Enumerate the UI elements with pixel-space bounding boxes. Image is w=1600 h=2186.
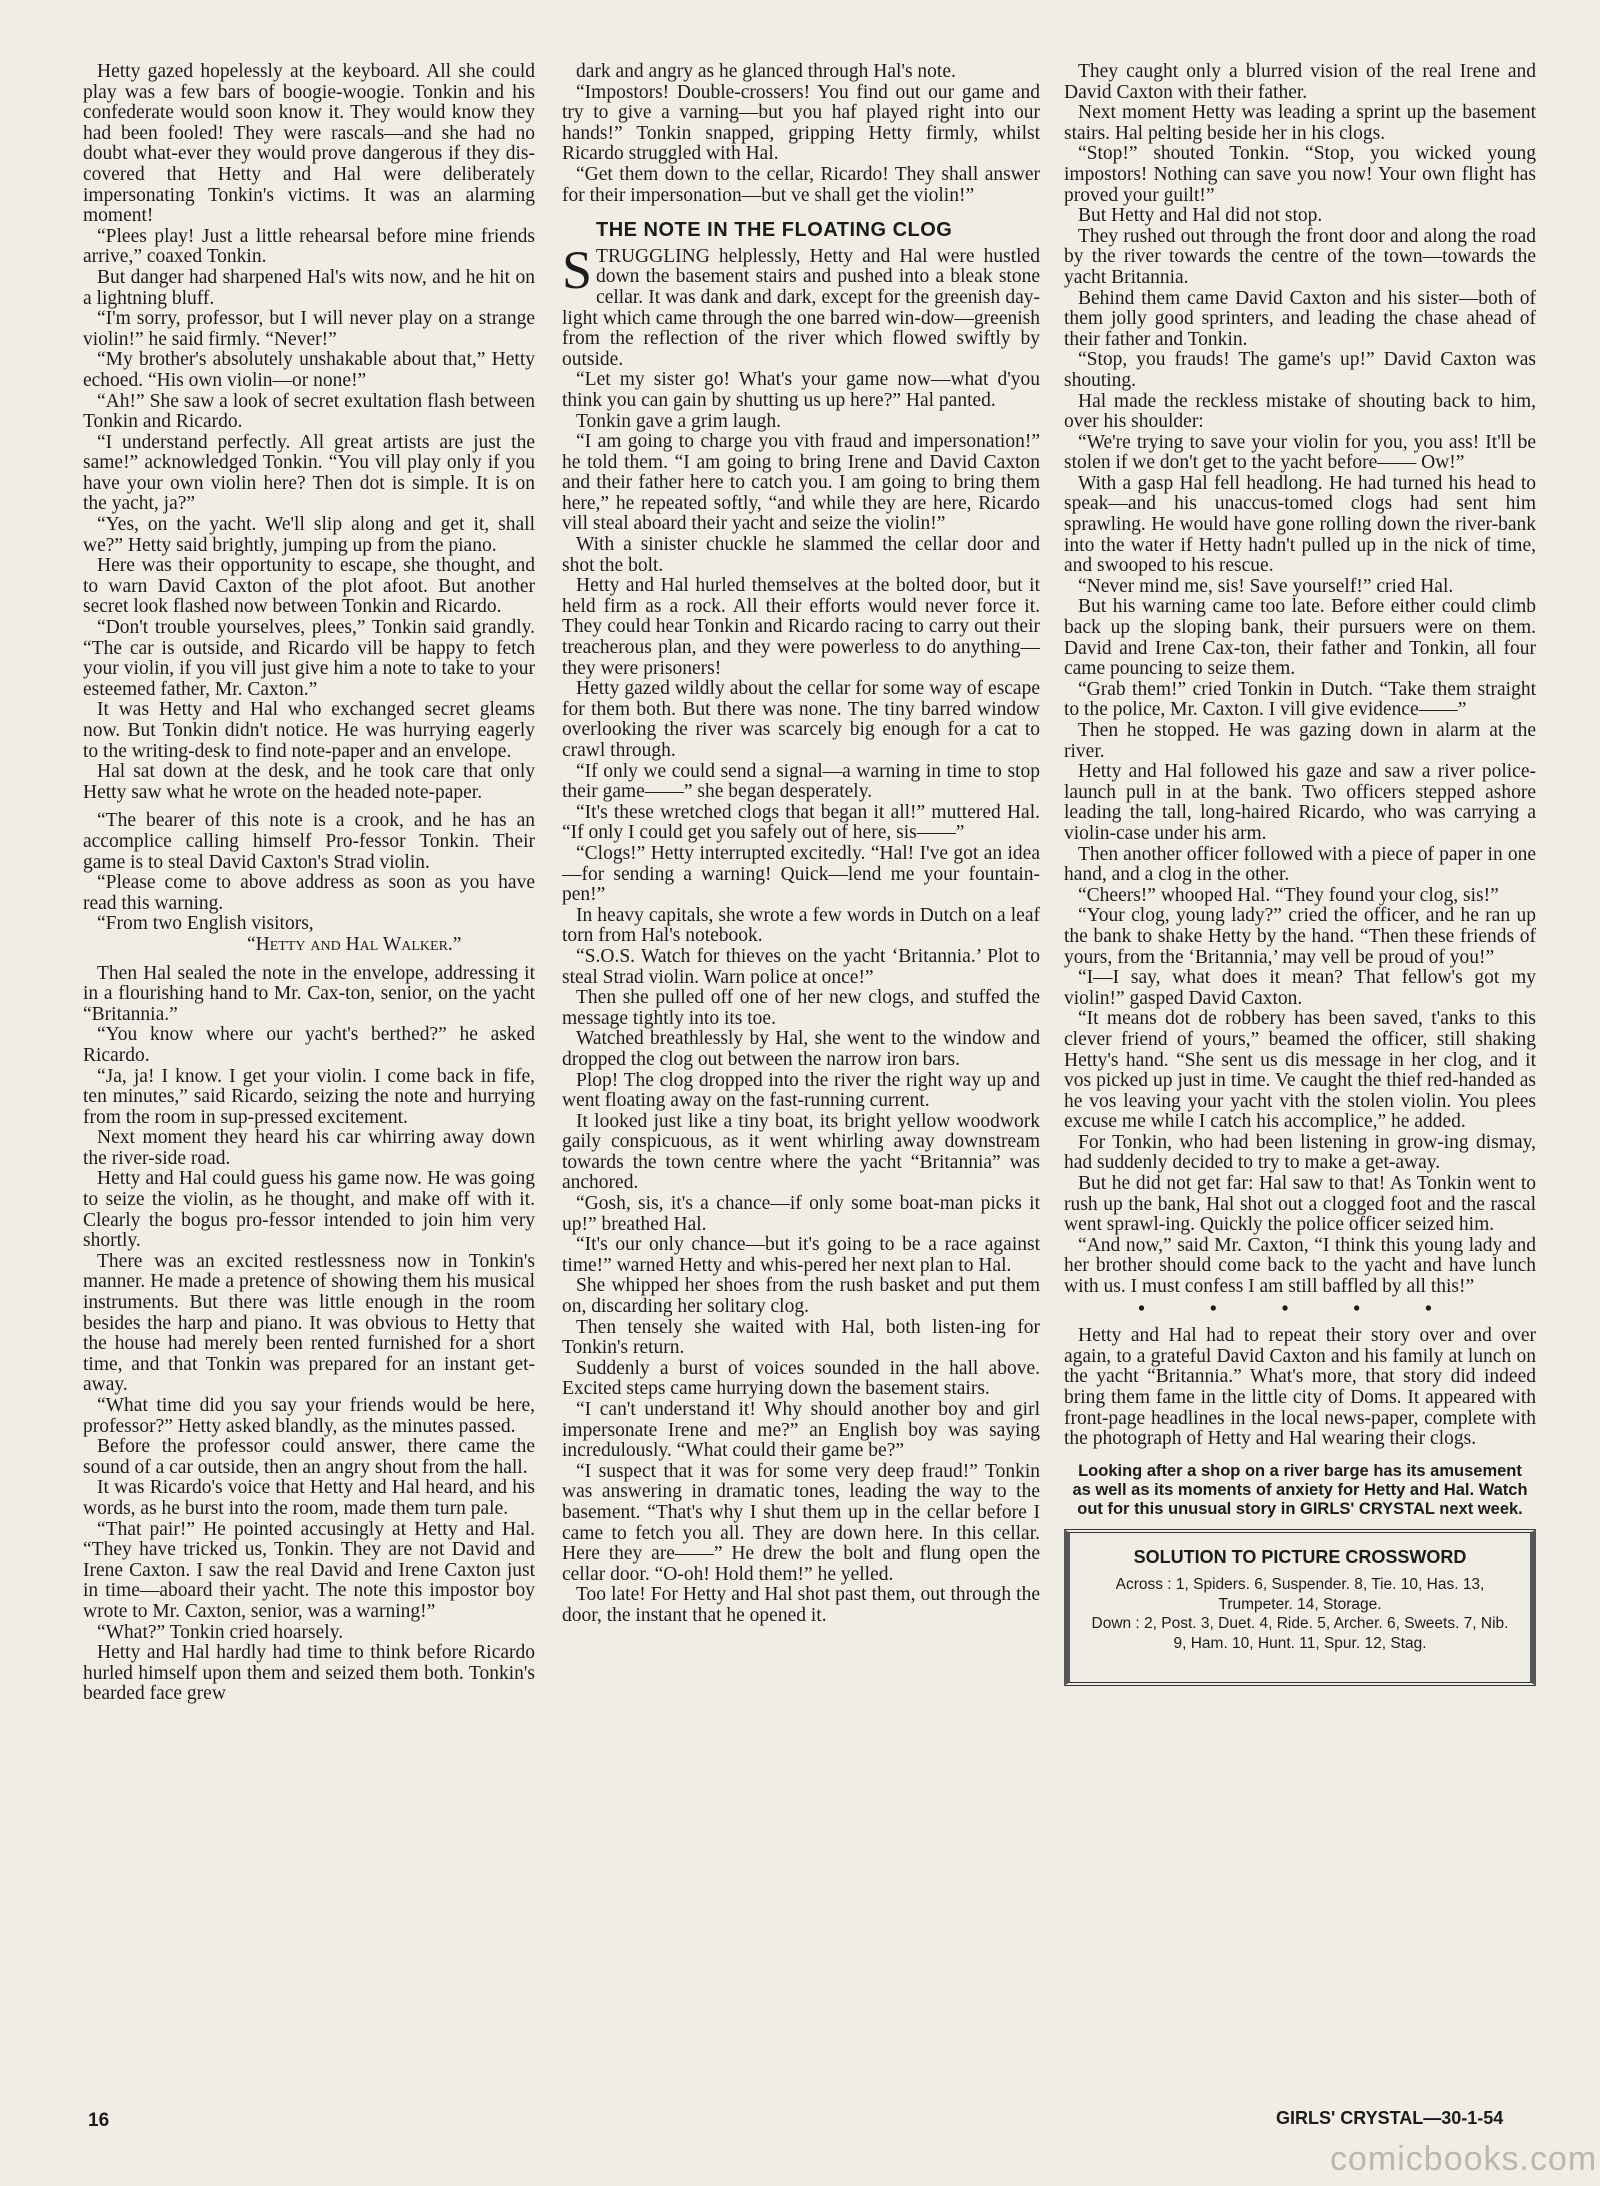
column-2 xyxy=(562,62,1040,2062)
paragraph: “Stop, you frauds! The game's up!” David Caxton was shouting. xyxy=(1064,349,1536,391)
paragraph: For Tonkin, who had been listening in grow-ing dismay, had suddenly decided to try to make a get-away. xyxy=(1064,1131,1536,1174)
paragraph: “I understand perfectly. All great artists are just the same!” acknowledged Tonkin. “You vill play only if you have your own violin here? Then dot is simple. It is on the yacht, ja?” xyxy=(83,431,535,515)
paragraph: “It means dot de robbery has been saved, t'anks to this clever friend of yours,” beamed the officer, still shaking Hetty's hand. “She sent us dis message in her clog, and it vos picked up just in time. Ve caught the thief red-handed as he vos leaving your yacht vith the stolen violin. You plees excuse me while I catch his accomplice,” he added. xyxy=(1064,1008,1536,1133)
column-3 xyxy=(1064,62,1536,2062)
paragraph: “I am going to charge you vith fraud and impersonation!” he told them. “I am going to bring Irene and David Caxton and their father here to catch you. I am going to bring them here,” he repeated softly, “and while they are here, Ricardo vill steal aboard their yacht and seize the violin!” xyxy=(562,431,1040,535)
paragraph: Too late! For Hetty and Hal shot past them, out through the door, the instant that he opened it. xyxy=(562,1584,1040,1626)
opening-paragraph xyxy=(562,239,1040,371)
paragraph: Before the professor could answer, there came the sound of a car outside, then an angry shout from the hall. xyxy=(83,1436,535,1478)
note-signature: “Hetty and Hal Walker.” xyxy=(247,933,462,955)
paragraph: Hal made the reckless mistake of shouting back to him, over his shoulder: xyxy=(1064,390,1536,433)
crossword-across: Across : 1, Spiders. 6, Suspender. 8, Tie. 10, Has. 13, Trumpeter. 14, Storage. xyxy=(1115,1576,1485,1613)
paragraph: With a sinister chuckle he slammed the cellar door and shot the bolt. xyxy=(562,534,1040,576)
paragraph: Here was their opportunity to escape, she thought, and to warn David Caxton of the plot afoot. But another secret look flashed now between Tonkin and Ricardo. xyxy=(83,555,535,618)
paragraph: “Impostors! Double-crossers! You find out our game and try to give a varning—but you haf played right into our hands!” Tonkin snapped, gripping Hetty firmly, whilst Ricardo struggled with Hal. xyxy=(562,81,1040,165)
column-2a-paragraphs xyxy=(562,62,1040,206)
section-break: • • • • • xyxy=(1138,1298,1462,1320)
page-number: 16 xyxy=(88,2110,110,2131)
paragraph: It was Ricardo's voice that Hetty and Hal heard, and his words, as he burst into the room, made them turn pale. xyxy=(83,1477,535,1519)
column-1-paragraphs xyxy=(83,62,535,803)
paragraph: Then she pulled off one of her new clogs, and stuffed the message tightly into its toe. xyxy=(562,987,1040,1029)
paragraph: There was an excited restlessness now in Tonkin's manner. He made a pretence of showing them his musical instruments. But there was little enough in the room besides the harp and piano. It was obvious to Hetty that the house had merely been rented furnished for a short time, and that Tonkin was prepared for an instant get-away. xyxy=(83,1250,535,1396)
paragraph: Then tensely she waited with Hal, both listen-ing for Tonkin's return. xyxy=(562,1316,1040,1359)
paragraph: Behind them came David Caxton and his sister—both of them jolly good sprinters, and leading the chase ahead of their father and Tonkin. xyxy=(1064,287,1536,350)
paragraph: “And now,” said Mr. Caxton, “I think this young lady and her brother should come back to the yacht and have lunch with us. I must confess I am still baffled by all this!” xyxy=(1064,1234,1536,1298)
paragraph: “Stop!” shouted Tonkin. “Stop, you wicked young impostors! Nothing can save you now! Your own flight has proved your guilt!” xyxy=(1064,143,1536,206)
paragraph: “Gosh, sis, it's a chance—if only some boat-man picks it up!” breathed Hal. xyxy=(562,1193,1040,1235)
crossword-title: SOLUTION TO PICTURE CROSSWORD xyxy=(1133,1546,1467,1567)
column-3a-paragraphs xyxy=(1064,62,1536,1298)
paragraph: Watched breathlessly by Hal, she went to the window and dropped the clog out between the narrow iron bars. xyxy=(562,1028,1040,1070)
paragraph: “It's our only chance—but it's going to be a race against time!” warned Hetty and whis-pered her next plan to Hal. xyxy=(562,1234,1040,1276)
paragraph: Hetty gazed hopelessly at the keyboard. All she could play was a few bars of boogie-woogie. Tonkin and his confederate would soon know it. They would know they had been fooled! They were rascals—and she had no doubt what-ever they would prove dangerous if they dis-covered that Hetty and Hal were deliberately impersonating Tonkin's victims. It was an alarming moment! xyxy=(83,61,535,227)
opening-text: TRUGGLING helplessly, Hetty and Hal were hustled down the basement stairs and pushed into a bleak stone cellar. It was dank and dark, except for the greenish day-light which came through the one barred win-dow—greenish from the reflection of the river which flowed swiftly by outside. xyxy=(562,245,1040,370)
paragraph: Hetty and Hal followed his gaze and saw a river police-launch pull in at the bank. Two officers stepped ashore leading the tall, long-haired Ricardo, who was carrying a violin-case under his arm. xyxy=(1064,761,1536,844)
paragraph: “Please come to above address as soon as you have read this warning. xyxy=(83,872,535,914)
paragraph: dark and angry as he glanced through Hal's note. xyxy=(576,61,956,82)
paragraph: “I—I say, what does it mean? That fellow's got my violin!” gasped David Caxton. xyxy=(1064,967,1536,1009)
paragraph: Hetty and Hal hurled themselves at the bolted door, but it held firm as a rock. All their efforts would never force it. They could hear Tonkin and Ricardo racing to carry out their treacherous plan, and they were powerless to do anything—they were prisoners! xyxy=(562,575,1040,679)
paragraph: “If only we could send a signal—a warning in time to stop their game——” she began desperately. xyxy=(562,760,1040,803)
paragraph: “What?” Tonkin cried hoarsely. xyxy=(97,1621,344,1643)
paragraph: “From two English visitors, xyxy=(97,913,314,935)
paragraph: Next moment they heard his car whirring away down the river-side road. xyxy=(83,1127,535,1169)
paragraph: Hetty and Hal could guess his game now. He was going to seize the violin, as he thought, and make off with it. Clearly the bogus pro-fessor intended to join him very shortly. xyxy=(83,1168,535,1252)
paragraph: “Yes, on the yacht. We'll slip along and get it, shall we?” Hetty said brightly, jumping up from the piano. xyxy=(83,514,535,556)
paragraph: In heavy capitals, she wrote a few words in Dutch on a leaf torn from Hal's notebook. xyxy=(562,904,1040,947)
paragraph: They caught only a blurred vision of the real Irene and David Caxton with their father. xyxy=(1064,61,1536,103)
drop-cap: S xyxy=(562,239,593,300)
paragraph: “Cheers!” whooped Hal. “They found your clog, sis!” xyxy=(1078,884,1499,906)
paragraph: “Get them down to the cellar, Ricardo! They shall answer for their impersonation—but ve shall get the violin!” xyxy=(562,163,1040,206)
section-heading: THE NOTE IN THE FLOATING CLOG xyxy=(596,219,953,242)
paragraph: “I suspect that it was for some very deep fraud!” Tonkin was answering in dramatic tones, leading the way to the basement. “That's why I shut them up in the cellar before I came to fetch you all. They are down here. In this cellar. Here they are——” He drew the bolt and flung open the cellar door. “O-oh! Hold them!” he yelled. xyxy=(562,1460,1040,1585)
paragraph: But he did not get far: Hal saw to that! As Tonkin went to rush up the bank, Hal shot out a clogged foot and the rascal went sprawl-ing. Quickly the police officer seized him. xyxy=(1064,1173,1536,1236)
issue-line: GIRLS' CRYSTAL—30-1-54 xyxy=(1276,2108,1504,2128)
paragraph: “Never mind me, sis! Save yourself!” cried Hal. xyxy=(1078,575,1454,597)
paragraph: Plop! The clog dropped into the river the right way up and went floating away on the fast-running current. xyxy=(562,1069,1040,1112)
paragraph: Hetty and Hal had to repeat their story over and over again, to a grateful David Caxton and his family at lunch on the yacht “Britannia.” What's more, that story did indeed bring them fame in the little city of Doms. It appeared with front-page headlines in the local news-paper, complete with the photograph of Hetty and Hal wearing their clogs. xyxy=(1064,1325,1536,1450)
paragraph: But his warning came too late. Before either could climb back up the sloping bank, their pursuers were on them. David and Irene Cax-ton, their father and Tonkin, all four came pouncing to seize them. xyxy=(1064,596,1536,680)
paragraph: “That pair!” He pointed accusingly at Hetty and Hal. “They have tricked us, Tonkin. They are not David and Irene Caxton. I saw the real David and Irene Caxton just in time—aboard their yacht. The note this impostor boy wrote to Mr. Caxton, senior, was a warning!” xyxy=(83,1518,535,1622)
paragraph: “Don't trouble yourselves, plees,” Tonkin said grandly. “The car is outside, and Ricardo vill be happy to fetch your violin, if you vill just give him a note to take to your esteemed father, Mr. Caxton.” xyxy=(83,617,535,700)
paragraph: With a gasp Hal fell headlong. He had turned his head to speak—and his unaccus-tomed clogs had sent him sprawling. He would have gone rolling down the river-bank into the water if Hetty hadn't pulled up in the nick of time, and swooped to his rescue. xyxy=(1064,472,1536,577)
paragraph: “Let my sister go! What's your game now—what d'you think you can gain by shutting us up here?” Hal panted. xyxy=(562,369,1040,411)
paragraph: “Clogs!” Hetty interrupted excitedly. “Hal! I've got an idea—for sending a warning! Quick—lend me your fountain-pen!” xyxy=(562,842,1040,906)
paragraph: Then he stopped. He was gazing down in alarm at the river. xyxy=(1064,720,1536,762)
paragraph: “I can't understand it! Why should another boy and girl impersonate Irene and me?” an English boy was saying incredulously. “What could their game be?” xyxy=(562,1399,1040,1462)
crossword-solution-box xyxy=(1064,1529,1536,1686)
paragraph: “We're trying to save your violin for you, you ass! It'll be stolen if we don't get to the yacht before—— Ow!” xyxy=(1064,431,1536,474)
paragraph: It looked just like a tiny boat, its bright yellow woodwork gaily conspicuous, as it went whirling away downstream towards the town centre where the yacht “Britannia” was anchored. xyxy=(562,1110,1040,1194)
paragraph: “S.O.S. Watch for thieves on the yacht ‘Britannia.’ Plot to steal Strad violin. Warn police at once!” xyxy=(562,945,1040,988)
paragraph: “It's these wretched clogs that began it all!” muttered Hal. “If only I could get you safely out of here, sis——” xyxy=(562,801,1040,844)
paragraph: They rushed out through the front door and along the road by the river towards the centre of the town—towards the yacht Britannia. xyxy=(1064,225,1536,288)
column-3b-paragraphs xyxy=(1064,1326,1536,1450)
paragraph: Hetty gazed wildly about the cellar for some way of escape for them both. But there was none. The tiny barred window overlooking the river was scarcely big enough for a cat to crawl through. xyxy=(562,678,1040,761)
crossword-inner xyxy=(1088,1547,1512,1654)
paragraph: Next moment Hetty was leading a sprint up the basement stairs. Hal pelting beside her in his clogs. xyxy=(1064,102,1536,144)
column-1 xyxy=(83,62,535,2062)
paragraph: “What time did you say your friends would be here, professor?” Hetty asked blandly, as the minutes passed. xyxy=(83,1395,535,1437)
crossword-down: Down : 2, Post. 3, Duet. 4, Ride. 5, Archer. 6, Sweets. 7, Nib. 9, Ham. 10, Hunt. 11, Spur. 12, Stag. xyxy=(1091,1615,1509,1652)
note-paragraphs xyxy=(83,811,535,935)
paragraph: Hal sat down at the desk, and he took care that only Hetty saw what he wrote on the headed note-paper. xyxy=(83,761,535,803)
warning-note xyxy=(83,811,535,955)
paragraph: Then another officer followed with a piece of paper in one hand, and a clog in the other. xyxy=(1064,843,1536,886)
paragraph: But danger had sharpened Hal's wits now, and he hit on a lightning bluff. xyxy=(83,266,535,309)
paragraph: She whipped her shoes from the rush basket and put them on, discarding her solitary clog. xyxy=(562,1275,1040,1318)
paragraph: Hetty and Hal hardly had time to think before Ricardo hurled himself upon them and seized them both. Tonkin's bearded face grew xyxy=(83,1642,535,1705)
paragraph: But Hetty and Hal did not stop. xyxy=(1078,205,1323,227)
paragraph: “Plees play! Just a little rehearsal before mine friends arrive,” coaxed Tonkin. xyxy=(83,225,535,268)
column-2b-paragraphs xyxy=(562,370,1040,1626)
paragraph: It was Hetty and Hal who exchanged secret gleams now. But Tonkin didn't notice. He was hurrying eagerly to the writing-desk to find note-paper and an envelope. xyxy=(83,699,535,762)
paragraph: “I'm sorry, professor, but I will never play on a strange violin!” he said firmly. “Never!” xyxy=(83,308,535,350)
paragraph: “The bearer of this note is a crook, and he has an accomplice calling himself Pro-fessor Tonkin. Their game is to steal David Caxton's Strad violin. xyxy=(83,810,535,873)
paragraph: Tonkin gave a grim laugh. xyxy=(576,410,781,432)
column-1b-paragraphs xyxy=(83,964,535,1705)
watermark: comicbooks.com xyxy=(1330,2140,1598,2178)
paragraph: “Ah!” She saw a look of secret exultation flash between Tonkin and Ricardo. xyxy=(83,390,535,433)
paragraph: “Grab them!” cried Tonkin in Dutch. “Take them straight to the police, Mr. Caxton. I vill give evidence——” xyxy=(1064,678,1536,721)
paragraph: “Your clog, young lady?” cried the officer, and he ran up the bank to shake Hetty by the hand. “Then these friends of yours, from the ‘Britannia,’ may vell be proud of you!” xyxy=(1064,905,1536,968)
paragraph: “My brother's absolutely unshakable about that,” Hetty echoed. “His own violin—or none!” xyxy=(83,349,535,391)
paragraph: “Ja, ja! I know. I get your violin. I come back in fife, ten minutes,” said Ricardo, seizing the note and hurrying from the room in sup-pressed excitement. xyxy=(83,1065,535,1128)
paragraph: “You know where our yacht's berthed?” he asked Ricardo. xyxy=(83,1024,535,1066)
next-week-promo: Looking after a shop on a river barge has its amusement as well as its moments of anxiety for Hetty and Hal. Watch out for this unusual story in GIRLS' CRYSTAL next week. xyxy=(1072,1461,1528,1518)
paragraph: Then Hal sealed the note in the envelope, addressing it in a flourishing hand to Mr. Cax-ton, senior, on the yacht “Britannia.” xyxy=(83,962,535,1025)
paragraph: Suddenly a burst of voices sounded in the hall above. Excited steps came hurrying down the basement stairs. xyxy=(562,1357,1040,1400)
